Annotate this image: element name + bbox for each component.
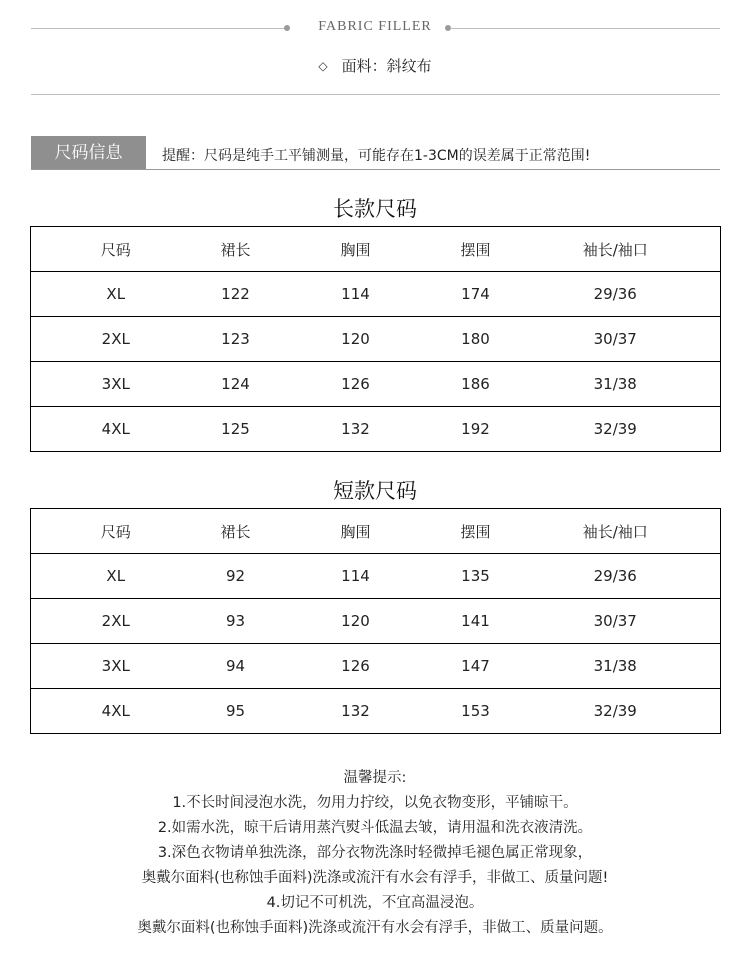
- header-line-left: [31, 28, 286, 29]
- table-cell: 147: [441, 644, 511, 689]
- table-cell: 153: [441, 689, 511, 734]
- table-cell: 31/38: [511, 362, 721, 407]
- table-header-cell: 袖长/袖口: [511, 509, 721, 554]
- table-cell: XL: [31, 554, 201, 599]
- table-cell: 94: [201, 644, 271, 689]
- tip-line: 4.切记不可机洗，不宜高温浸泡。: [266, 895, 484, 911]
- table-cell: 2XL: [31, 599, 201, 644]
- table-header-row: [31, 227, 721, 272]
- table-cell: 3XL: [31, 362, 201, 407]
- tip-line: 2.如需水洗，晾干后请用蒸汽熨斗低温去皱，请用温和洗衣液清洗。: [157, 820, 593, 836]
- table-cell: 174: [441, 272, 511, 317]
- table-cell: 125: [201, 407, 271, 452]
- table-cell: 120: [271, 317, 441, 362]
- size-info-underline: [31, 169, 720, 170]
- fabric-value: 斜纹布: [386, 57, 432, 75]
- table-cell: 29/36: [511, 272, 721, 317]
- table-cell: 132: [271, 689, 441, 734]
- table-cell: XL: [31, 272, 201, 317]
- table-cell: 4XL: [31, 407, 201, 452]
- table-header-cell: 摆围: [441, 509, 511, 554]
- table-cell: 3XL: [31, 644, 201, 689]
- table-cell: 135: [441, 554, 511, 599]
- tip-line: 奥戴尔面料(也称蚀手面料)洗涤或流汗有水会有浮手，非做工、质量问题!: [141, 870, 609, 886]
- table-cell: 124: [201, 362, 271, 407]
- table-cell: 180: [441, 317, 511, 362]
- table-header-cell: 摆围: [441, 227, 511, 272]
- table-header-cell: 胸围: [271, 509, 441, 554]
- care-tips: [0, 766, 750, 941]
- table-row: [31, 689, 721, 734]
- table-header-cell: 胸围: [271, 227, 441, 272]
- diamond-icon: ◇: [318, 59, 328, 73]
- table-cell: 93: [201, 599, 271, 644]
- header-line-right: [450, 28, 720, 29]
- table-cell: 30/37: [511, 599, 721, 644]
- table-cell: 114: [271, 554, 441, 599]
- table-cell: 126: [271, 362, 441, 407]
- table-cell: 92: [201, 554, 271, 599]
- table-cell: 123: [201, 317, 271, 362]
- table-cell: 95: [201, 689, 271, 734]
- tip-line: 3.深色衣物请单独洗涤，部分衣物洗涤时轻微掉毛褪色属正常现象，: [157, 845, 593, 861]
- fabric-label: 面料：: [341, 57, 387, 75]
- tip-line: 奥戴尔面料(也称蚀手面料)洗涤或流汗有水会有浮手，非做工、质量问题。: [137, 920, 613, 936]
- long-size-table: [30, 226, 721, 452]
- table-cell: 141: [441, 599, 511, 644]
- table-header-cell: 裙长: [201, 509, 271, 554]
- table-cell: 126: [271, 644, 441, 689]
- table-header-cell: 裙长: [201, 227, 271, 272]
- table-cell: 114: [271, 272, 441, 317]
- size-reminder: 提醒：尺码是纯手工平铺测量，可能存在1-3CM的误差属于正常范围!: [162, 148, 591, 164]
- table-cell: 186: [441, 362, 511, 407]
- table-row: [31, 272, 721, 317]
- table-cell: 29/36: [511, 554, 721, 599]
- short-table-title: 短款尺码: [333, 479, 417, 503]
- table-cell: 32/39: [511, 689, 721, 734]
- table-header-cell: 尺码: [31, 509, 201, 554]
- fabric-row: [0, 55, 750, 76]
- table-cell: 122: [201, 272, 271, 317]
- table-cell: 4XL: [31, 689, 201, 734]
- table-cell: 2XL: [31, 317, 201, 362]
- table-row: [31, 362, 721, 407]
- table-row: [31, 554, 721, 599]
- table-cell: 31/38: [511, 644, 721, 689]
- table-row: [31, 317, 721, 362]
- table-header-cell: 尺码: [31, 227, 201, 272]
- short-size-table: [30, 508, 721, 734]
- table-header-row: [31, 509, 721, 554]
- table-row: [31, 644, 721, 689]
- table-cell: 30/37: [511, 317, 721, 362]
- tips-heading: 温馨提示:: [343, 770, 407, 786]
- table-cell: 192: [441, 407, 511, 452]
- table-cell: 32/39: [511, 407, 721, 452]
- long-table-title: 长款尺码: [333, 197, 417, 221]
- table-header-cell: 袖长/袖口: [511, 227, 721, 272]
- divider: [31, 94, 720, 95]
- table-cell: 120: [271, 599, 441, 644]
- tip-line: 1.不长时间浸泡水洗，勿用力拧绞，以免衣物变形，平铺晾干。: [172, 795, 578, 811]
- table-row: [31, 599, 721, 644]
- header-title: FABRIC FILLER: [290, 19, 460, 35]
- size-info-tag: 尺码信息: [31, 136, 146, 170]
- table-row: [31, 407, 721, 452]
- table-cell: 132: [271, 407, 441, 452]
